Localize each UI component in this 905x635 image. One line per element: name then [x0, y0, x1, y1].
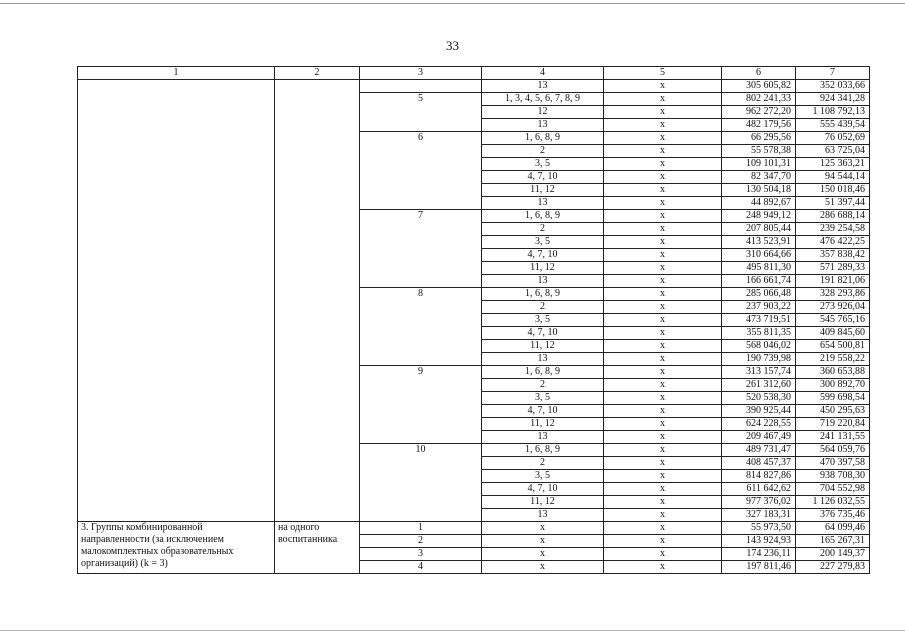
cell-col7: 545 765,16: [796, 314, 870, 327]
cell-col5: x: [604, 561, 722, 574]
cell-col6: 209 467,49: [722, 431, 796, 444]
cell-col5: x: [604, 223, 722, 236]
cell-col7: 241 131,55: [796, 431, 870, 444]
cell-col6: 248 949,12: [722, 210, 796, 223]
cell-col6: 82 347,70: [722, 171, 796, 184]
cell-col4: 3, 5: [482, 392, 604, 405]
page-number: 33: [446, 38, 459, 53]
cell-col3-group: 5: [360, 93, 482, 132]
cell-col6: 962 272,20: [722, 106, 796, 119]
cell-col5: x: [604, 106, 722, 119]
cell-col3-group: 8: [360, 288, 482, 366]
cell-col4: 1, 3, 4, 5, 6, 7, 8, 9: [482, 93, 604, 106]
cell-col2-empty: [275, 80, 360, 522]
cell-col7: 476 422,25: [796, 236, 870, 249]
cell-col6: 413 523,91: [722, 236, 796, 249]
cell-col6: 814 827,86: [722, 470, 796, 483]
cell-col7: 938 708,30: [796, 470, 870, 483]
cell-col5: x: [604, 145, 722, 158]
cell-col4: 2: [482, 379, 604, 392]
cell-col6: 285 066,48: [722, 288, 796, 301]
header-cell: 3: [360, 67, 482, 80]
cell-col5: x: [604, 184, 722, 197]
cell-col6: 197 811,46: [722, 561, 796, 574]
cell-col4: 2: [482, 145, 604, 158]
scan-edge-bottom: [0, 630, 905, 631]
cell-col7: 599 698,54: [796, 392, 870, 405]
cell-col5: x: [604, 301, 722, 314]
cell-col7: 63 725,04: [796, 145, 870, 158]
cell-col4: x: [482, 522, 604, 535]
cell-col6: 355 811,35: [722, 327, 796, 340]
cell-col7: 219 558,22: [796, 353, 870, 366]
cell-col3-group: 10: [360, 444, 482, 522]
cell-col3: 2: [360, 535, 482, 548]
cell-col4: 2: [482, 223, 604, 236]
cell-col3-empty: [360, 80, 482, 93]
cell-col4: 13: [482, 119, 604, 132]
cell-col7: 273 926,04: [796, 301, 870, 314]
cell-col5: x: [604, 379, 722, 392]
cell-col4: 13: [482, 275, 604, 288]
cell-col6: 313 157,74: [722, 366, 796, 379]
cell-col3-group: 9: [360, 366, 482, 444]
cell-col5: x: [604, 93, 722, 106]
cell-col6: 305 605,82: [722, 80, 796, 93]
cell-col6: 310 664,66: [722, 249, 796, 262]
cell-col7: 450 295,63: [796, 405, 870, 418]
cell-col6: 174 236,11: [722, 548, 796, 561]
cell-col6: 130 504,18: [722, 184, 796, 197]
cell-col6: 207 805,44: [722, 223, 796, 236]
cell-col7: 470 397,58: [796, 457, 870, 470]
header-cell: 5: [604, 67, 722, 80]
cell-col6: 166 661,74: [722, 275, 796, 288]
cell-col7: 360 653,88: [796, 366, 870, 379]
cell-col5: x: [604, 236, 722, 249]
cell-col6: 66 295,56: [722, 132, 796, 145]
cell-col5: x: [604, 80, 722, 93]
cell-col5: x: [604, 496, 722, 509]
cell-col5: x: [604, 197, 722, 210]
cell-col7: 719 220,84: [796, 418, 870, 431]
cell-col5: x: [604, 522, 722, 535]
cell-col7: 328 293,86: [796, 288, 870, 301]
header-cell: 4: [482, 67, 604, 80]
cell-col7: 165 267,31: [796, 535, 870, 548]
cell-col3: 1: [360, 522, 482, 535]
cell-col4: 4, 7, 10: [482, 171, 604, 184]
cell-col4: 13: [482, 431, 604, 444]
cell-col7: 1 126 032,55: [796, 496, 870, 509]
cell-col7: 357 838,42: [796, 249, 870, 262]
cell-col7: 352 033,66: [796, 80, 870, 93]
cell-col4: 13: [482, 80, 604, 93]
header-cell: 6: [722, 67, 796, 80]
cell-col7: 409 845,60: [796, 327, 870, 340]
scan-edge-top: [0, 3, 905, 4]
cell-col6: 568 046,02: [722, 340, 796, 353]
cell-col5: x: [604, 405, 722, 418]
cell-col4: 4, 7, 10: [482, 405, 604, 418]
cell-col5: x: [604, 132, 722, 145]
cell-col5: x: [604, 483, 722, 496]
cell-col7: 571 289,33: [796, 262, 870, 275]
cell-col6: 55 973,50: [722, 522, 796, 535]
cell-col4: 13: [482, 353, 604, 366]
cell-col5: x: [604, 119, 722, 132]
cell-col4: 3, 5: [482, 470, 604, 483]
cell-col5: x: [604, 418, 722, 431]
cell-col7: 191 821,06: [796, 275, 870, 288]
header-cell: 7: [796, 67, 870, 80]
cell-col5: x: [604, 210, 722, 223]
cell-col4: 4, 7, 10: [482, 327, 604, 340]
cell-col6: 495 811,30: [722, 262, 796, 275]
cell-col6: 327 183,31: [722, 509, 796, 522]
cell-col4: 1, 6, 8, 9: [482, 366, 604, 379]
cell-col5: x: [604, 275, 722, 288]
cell-col5: x: [604, 171, 722, 184]
header-row: [78, 67, 870, 80]
cell-col6: 489 731,47: [722, 444, 796, 457]
cell-col7: 924 341,28: [796, 93, 870, 106]
cell-col7: 555 439,54: [796, 119, 870, 132]
cell-col3-group: 7: [360, 210, 482, 288]
cell-col5: x: [604, 392, 722, 405]
cell-col4: 3, 5: [482, 158, 604, 171]
cell-col3: 4: [360, 561, 482, 574]
cell-col6: 390 925,44: [722, 405, 796, 418]
cell-col6: 520 538,30: [722, 392, 796, 405]
cell-col4: 1, 6, 8, 9: [482, 132, 604, 145]
cell-col4: x: [482, 548, 604, 561]
cell-col5: x: [604, 535, 722, 548]
cell-col7: 64 099,46: [796, 522, 870, 535]
cell-col7: 300 892,70: [796, 379, 870, 392]
cell-col7: 94 544,14: [796, 171, 870, 184]
cell-col5: x: [604, 509, 722, 522]
cell-col5: x: [604, 444, 722, 457]
cell-col5: x: [604, 327, 722, 340]
cell-col6: 624 228,55: [722, 418, 796, 431]
table-row: [78, 80, 870, 93]
cell-col4: 1, 6, 8, 9: [482, 444, 604, 457]
cell-col3: 3: [360, 548, 482, 561]
cell-col4: 11, 12: [482, 340, 604, 353]
section3-unit: на одного воспитанника: [275, 522, 360, 574]
cell-col6: 408 457,37: [722, 457, 796, 470]
section3-title: 3. Группы комбинированной направленности (за исключением малокомплектных образовательных организаций) (k = 3): [78, 522, 275, 574]
cell-col5: x: [604, 314, 722, 327]
cell-col4: 13: [482, 197, 604, 210]
cell-col7: 704 552,98: [796, 483, 870, 496]
cell-col4: x: [482, 535, 604, 548]
cell-col4: 4, 7, 10: [482, 249, 604, 262]
cell-col6: 473 719,51: [722, 314, 796, 327]
cell-col7: 227 279,83: [796, 561, 870, 574]
header-cell: 1: [78, 67, 275, 80]
cost-table: [77, 66, 870, 574]
cell-col4: 1, 6, 8, 9: [482, 210, 604, 223]
cell-col5: x: [604, 548, 722, 561]
cell-col3-group: 6: [360, 132, 482, 210]
cell-col7: 76 052,69: [796, 132, 870, 145]
cell-col5: x: [604, 340, 722, 353]
cell-col7: 51 397,44: [796, 197, 870, 210]
cell-col5: x: [604, 366, 722, 379]
cell-col5: x: [604, 431, 722, 444]
cell-col4: 4, 7, 10: [482, 483, 604, 496]
cell-col7: 239 254,58: [796, 223, 870, 236]
cell-col5: x: [604, 158, 722, 171]
cell-col6: 482 179,56: [722, 119, 796, 132]
cell-col7: 1 108 792,13: [796, 106, 870, 119]
cell-col5: x: [604, 262, 722, 275]
cell-col6: 190 739,98: [722, 353, 796, 366]
cell-col4: 11, 12: [482, 262, 604, 275]
cell-col5: x: [604, 457, 722, 470]
cell-col7: 150 018,46: [796, 184, 870, 197]
cell-col5: x: [604, 353, 722, 366]
table-row: [78, 522, 870, 535]
cell-col7: 376 735,46: [796, 509, 870, 522]
cell-col7: 125 363,21: [796, 158, 870, 171]
cell-col6: 109 101,31: [722, 158, 796, 171]
cell-col6: 237 903,22: [722, 301, 796, 314]
cell-col6: 44 892,67: [722, 197, 796, 210]
cell-col7: 564 059,76: [796, 444, 870, 457]
cell-col6: 802 241,33: [722, 93, 796, 106]
cell-col7: 200 149,37: [796, 548, 870, 561]
cell-col4: 11, 12: [482, 418, 604, 431]
cell-col4: 11, 12: [482, 184, 604, 197]
cell-col5: x: [604, 249, 722, 262]
cell-col5: x: [604, 470, 722, 483]
cell-col7: 654 500,81: [796, 340, 870, 353]
cell-col6: 611 642,62: [722, 483, 796, 496]
cell-col4: 11, 12: [482, 496, 604, 509]
cell-col4: x: [482, 561, 604, 574]
cell-col6: 977 376,02: [722, 496, 796, 509]
cell-col4: 12: [482, 106, 604, 119]
cell-col6: 261 312,60: [722, 379, 796, 392]
cell-col1-empty: [78, 80, 275, 522]
cell-col4: 3, 5: [482, 236, 604, 249]
cell-col6: 143 924,93: [722, 535, 796, 548]
cell-col6: 55 578,38: [722, 145, 796, 158]
cell-col4: 2: [482, 457, 604, 470]
header-cell: 2: [275, 67, 360, 80]
cell-col7: 286 688,14: [796, 210, 870, 223]
cell-col4: 3, 5: [482, 314, 604, 327]
cell-col4: 13: [482, 509, 604, 522]
cell-col4: 2: [482, 301, 604, 314]
cell-col4: 1, 6, 8, 9: [482, 288, 604, 301]
cell-col5: x: [604, 288, 722, 301]
